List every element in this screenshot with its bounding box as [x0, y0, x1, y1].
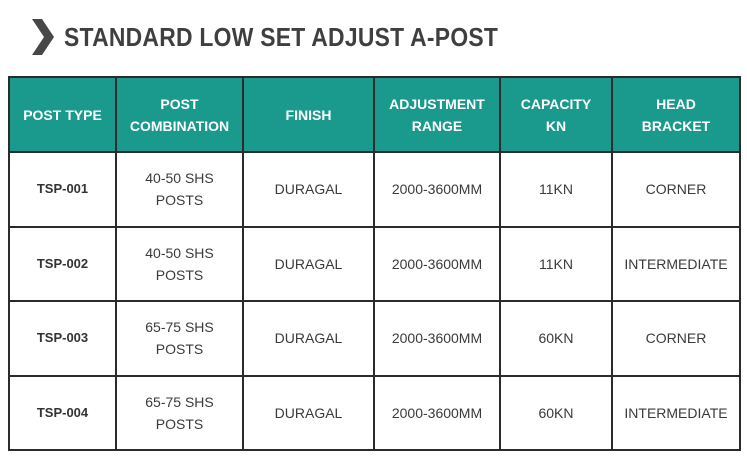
post-spec-table	[8, 76, 741, 451]
cell-adjustment-range: 2000-3600MM	[374, 152, 500, 227]
cell-post-type: TSP-004	[9, 376, 116, 451]
cell-post-combination: 40-50 SHS POSTS	[116, 152, 243, 227]
cell-capacity: 11KN	[500, 152, 612, 227]
header-post-combination: POST COMBINATION	[116, 77, 243, 152]
header-capacity: CAPACITY KN	[500, 77, 612, 152]
title-bar	[30, 14, 557, 60]
cell-adjustment-range: 2000-3600MM	[374, 376, 500, 451]
table-row	[9, 152, 740, 227]
cell-post-type: TSP-003	[9, 301, 116, 376]
cell-finish: DURAGAL	[243, 376, 374, 451]
cell-adjustment-range: 2000-3600MM	[374, 227, 500, 302]
table-row	[9, 376, 740, 451]
cell-finish: DURAGAL	[243, 227, 374, 302]
header-head-bracket: HEAD BRACKET	[612, 77, 740, 152]
table-row	[9, 301, 740, 376]
table-header-row	[9, 77, 740, 152]
table-row	[9, 227, 740, 302]
cell-post-combination: 40-50 SHS POSTS	[116, 227, 243, 302]
header-finish: FINISH	[243, 77, 374, 152]
cell-finish: DURAGAL	[243, 301, 374, 376]
cell-finish: DURAGAL	[243, 152, 374, 227]
cell-post-type: TSP-001	[9, 152, 116, 227]
chevron-right-icon	[30, 17, 56, 57]
header-adjustment-range: ADJUSTMENT RANGE	[374, 77, 500, 152]
header-post-type: POST TYPE	[9, 77, 116, 152]
cell-adjustment-range: 2000-3600MM	[374, 301, 500, 376]
cell-head-bracket: CORNER	[612, 301, 740, 376]
cell-post-combination: 65-75 SHS POSTS	[116, 301, 243, 376]
cell-head-bracket: CORNER	[612, 152, 740, 227]
cell-capacity: 60KN	[500, 376, 612, 451]
cell-head-bracket: INTERMEDIATE	[612, 376, 740, 451]
cell-capacity: 11KN	[500, 227, 612, 302]
cell-capacity: 60KN	[500, 301, 612, 376]
cell-post-type: TSP-002	[9, 227, 116, 302]
cell-post-combination: 65-75 SHS POSTS	[116, 376, 243, 451]
cell-head-bracket: INTERMEDIATE	[612, 227, 740, 302]
page-title: STANDARD LOW SET ADJUST A-POST	[64, 21, 499, 52]
